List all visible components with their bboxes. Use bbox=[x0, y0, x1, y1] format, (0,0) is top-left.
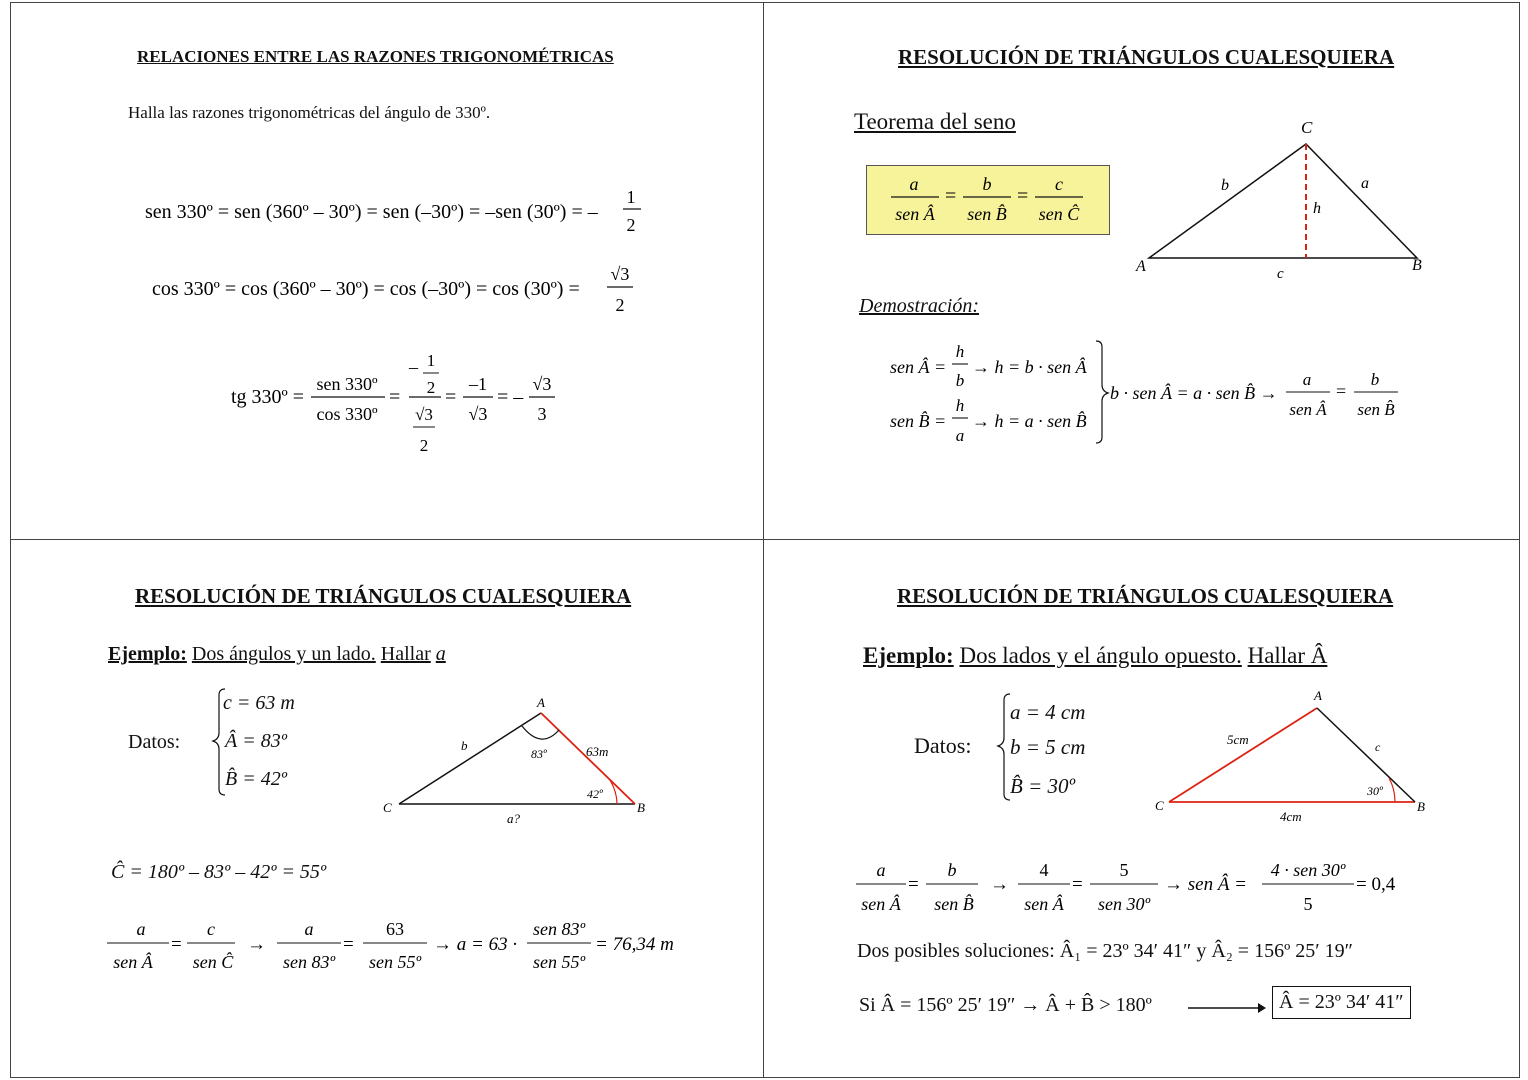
tg-frac2-lower-num: √3 bbox=[415, 405, 433, 424]
example-var: a bbox=[435, 643, 446, 665]
svg-text:→: → bbox=[990, 874, 1009, 895]
example-triangle bbox=[1149, 685, 1439, 825]
side-b: b bbox=[461, 738, 468, 753]
height-h: h bbox=[1313, 200, 1321, 217]
demonstration-steps bbox=[874, 333, 1434, 453]
solution-equation bbox=[101, 910, 721, 980]
demo-concl-sen-a: sen Â bbox=[1289, 400, 1327, 419]
tg-frac1-den: cos 330º bbox=[316, 404, 378, 424]
side-5cm: 5cm bbox=[1227, 732, 1249, 747]
vertex-c: C bbox=[1155, 798, 1164, 813]
demo-line1-den: b bbox=[955, 371, 965, 390]
svg-text:=: = bbox=[908, 874, 919, 895]
example-find: Hallar Â bbox=[1247, 643, 1328, 668]
demo-line1-rhs: → h = b · sen Â bbox=[972, 357, 1087, 377]
side-a: a bbox=[1361, 175, 1369, 192]
example-statement bbox=[863, 643, 1327, 669]
sol-a2: a bbox=[304, 919, 314, 939]
sen-denominator: 2 bbox=[626, 215, 636, 235]
panel-title: RESOLUCIÓN DE TRIÁNGULOS CUALESQUIERA bbox=[897, 584, 1394, 608]
example-text: Dos lados y el ángulo opuesto. bbox=[959, 643, 1242, 668]
eq-sen-a: sen Â bbox=[861, 894, 901, 914]
demo-line2-rhs: → h = a · sen B̂ bbox=[972, 411, 1087, 431]
tg-frac3-den: √3 bbox=[468, 404, 488, 424]
box-sen-b: sen B̂ bbox=[967, 204, 1007, 224]
trig-equations bbox=[11, 173, 761, 473]
eq-sen-a2: sen Â bbox=[1024, 894, 1064, 914]
box-b: b bbox=[982, 174, 992, 194]
demo-line2-den: a bbox=[955, 426, 965, 445]
angle-a-label: 83º bbox=[531, 747, 547, 761]
sen-equation: sen 330º = sen (360º – 30º) = sen (–30º) = –sen (30º) = – bbox=[145, 201, 598, 223]
panel-title: RELACIONES ENTRE LAS RAZONES TRIGONOMÉTRICAS bbox=[137, 47, 614, 66]
svg-text:=: = bbox=[945, 185, 957, 207]
svg-text:=: = bbox=[389, 386, 401, 408]
data-label: Datos: bbox=[128, 731, 181, 753]
panel-title: RESOLUCIÓN DE TRIÁNGULOS CUALESQUIERA bbox=[898, 45, 1395, 69]
svg-text:=: = bbox=[1072, 874, 1083, 895]
demo-line1-lhs: sen Â = bbox=[890, 357, 947, 377]
side-c: c bbox=[1375, 740, 1381, 754]
eq-sen-b: sen B̂ bbox=[934, 894, 974, 914]
demo-concl-sen-b: sen B̂ bbox=[1357, 400, 1395, 419]
tg-frac4-num: √3 bbox=[532, 374, 552, 394]
data-c: c = 63 m bbox=[223, 692, 295, 714]
vertex-b: B bbox=[1417, 799, 1425, 814]
box-sen-a: sen Â bbox=[895, 204, 935, 224]
svg-text:→: → bbox=[247, 934, 266, 955]
sen-numerator: 1 bbox=[626, 187, 636, 207]
side-4cm: 4cm bbox=[1280, 809, 1302, 824]
panel-example-two-angles bbox=[10, 540, 764, 1078]
possible-solutions: Dos posibles soluciones: Â₁ = 23º 34′ 41″ y Â₂ = 156º 25′ 19″ bbox=[857, 940, 1353, 962]
tg-frac4-den: 3 bbox=[537, 404, 547, 424]
demonstration-heading: Demostración: bbox=[859, 295, 979, 317]
side-a-unknown: a? bbox=[507, 811, 520, 826]
data-label: Datos: bbox=[914, 733, 972, 758]
angle-30-label: 30º bbox=[1367, 784, 1383, 798]
eq-sen30: sen 30º bbox=[1097, 894, 1151, 914]
data-angle-b: B̂ = 30º bbox=[1010, 774, 1076, 798]
example-label: Ejemplo: bbox=[863, 643, 954, 668]
eq-b: b bbox=[947, 860, 957, 880]
eq-result-lhs: → sen Â = bbox=[1164, 874, 1248, 895]
svg-text:=: = bbox=[171, 934, 182, 955]
sine-rule-box bbox=[866, 165, 1110, 235]
sol-63: 63 bbox=[386, 919, 404, 939]
eq-4: 4 bbox=[1039, 860, 1049, 880]
svg-text:= –: = – bbox=[497, 386, 524, 408]
long-arrow bbox=[1186, 998, 1268, 1018]
sol-result-num: sen 83º bbox=[532, 919, 586, 939]
example-find: Hallar bbox=[380, 643, 431, 665]
side-63m: 63m bbox=[586, 744, 609, 759]
tg-frac1-num: sen 330º bbox=[316, 374, 378, 394]
tg-lhs: tg 330º = bbox=[231, 386, 305, 408]
cos-numerator: √3 bbox=[610, 264, 630, 284]
cos-equation: cos 330º = cos (360º – 30º) = cos (–30º) = cos (30º) = bbox=[152, 278, 580, 300]
example-text: Dos ángulos y un lado. bbox=[191, 643, 376, 665]
svg-text:=: = bbox=[1017, 185, 1029, 207]
vertex-c: C bbox=[383, 800, 392, 815]
final-answer: Â = 23º 34′ 41″ bbox=[1272, 986, 1411, 1019]
eq-result-num: 4 · sen 30º bbox=[1270, 860, 1346, 880]
sol-sen-a: sen Â bbox=[113, 952, 153, 972]
triangle-diagram bbox=[1134, 113, 1434, 283]
eq-result-value: = 0,4 bbox=[1356, 874, 1396, 895]
tg-frac2-inner-num: 1 bbox=[426, 351, 436, 370]
side-c: c bbox=[1277, 266, 1284, 282]
demo-concl-b: b bbox=[1370, 370, 1380, 389]
problem-statement: Halla las razones trigonométricas del ángulo de 330º. bbox=[128, 103, 491, 122]
data-angle-a: Â = 83º bbox=[225, 730, 287, 752]
svg-text:–: – bbox=[409, 357, 418, 377]
sine-equation bbox=[848, 850, 1468, 920]
sol-result-value: = 76,34 m bbox=[595, 934, 674, 955]
box-sen-c: sen Ĉ bbox=[1038, 204, 1080, 224]
svg-text:=: = bbox=[343, 934, 354, 955]
box-a: a bbox=[909, 174, 919, 194]
box-c: c bbox=[1055, 174, 1063, 194]
panel-sine-theorem bbox=[764, 2, 1520, 540]
vertex-a: A bbox=[1136, 258, 1146, 275]
panel-example-two-sides bbox=[764, 540, 1520, 1078]
example-statement bbox=[108, 643, 446, 666]
eq-result-den: 5 bbox=[1303, 894, 1313, 914]
vertex-b: B bbox=[637, 800, 645, 815]
demo-conclusion: b · sen Â = a · sen B̂ → bbox=[1110, 383, 1278, 403]
sol-a: a bbox=[136, 919, 146, 939]
panel-title: RESOLUCIÓN DE TRIÁNGULOS CUALESQUIERA bbox=[135, 584, 632, 608]
sol-result-lhs: → a = 63 · bbox=[433, 934, 518, 955]
data-a: a = 4 cm bbox=[1010, 700, 1086, 724]
sol-sen55: sen 55º bbox=[368, 952, 422, 972]
svg-text:=: = bbox=[445, 386, 457, 408]
eq-5: 5 bbox=[1119, 860, 1129, 880]
vertex-a: A bbox=[1314, 688, 1322, 703]
sol-sen-c: sen Ĉ bbox=[192, 952, 234, 972]
svg-text:=: = bbox=[1336, 381, 1347, 401]
tg-frac2-lower-den: 2 bbox=[419, 436, 429, 455]
demo-line2-lhs: sen B̂ = bbox=[890, 411, 947, 431]
rejection-condition: Si Â = 156º 25′ 19″ → Â + B̂ > 180º bbox=[859, 994, 1152, 1016]
demo-line1-num: h bbox=[955, 342, 965, 361]
cos-denominator: 2 bbox=[615, 295, 625, 315]
data-b: b = 5 cm bbox=[1010, 735, 1086, 759]
panel-trig-relations bbox=[10, 2, 764, 540]
vertex-b: B bbox=[1412, 257, 1422, 274]
eq-a: a bbox=[876, 860, 886, 880]
angle-b-label: 42º bbox=[587, 787, 603, 801]
vertex-a: A bbox=[537, 695, 545, 710]
demo-line2-num: h bbox=[955, 396, 965, 415]
sol-sen83: sen 83º bbox=[282, 952, 336, 972]
data-angle-b: B̂ = 42º bbox=[225, 768, 287, 790]
example-label: Ejemplo: bbox=[108, 643, 187, 665]
vertex-c: C bbox=[1301, 118, 1313, 137]
tg-frac3-num: –1 bbox=[469, 374, 487, 394]
theorem-heading: Teorema del seno bbox=[854, 109, 1016, 134]
example-triangle bbox=[381, 690, 671, 835]
tg-frac2-inner-den: 2 bbox=[426, 378, 436, 397]
sol-result-den: sen 55º bbox=[532, 952, 586, 972]
side-b: b bbox=[1221, 177, 1229, 194]
sol-c: c bbox=[207, 919, 215, 939]
demo-concl-a: a bbox=[1302, 370, 1312, 389]
angle-c-calc: Ĉ = 180º – 83º – 42º = 55º bbox=[111, 861, 327, 883]
